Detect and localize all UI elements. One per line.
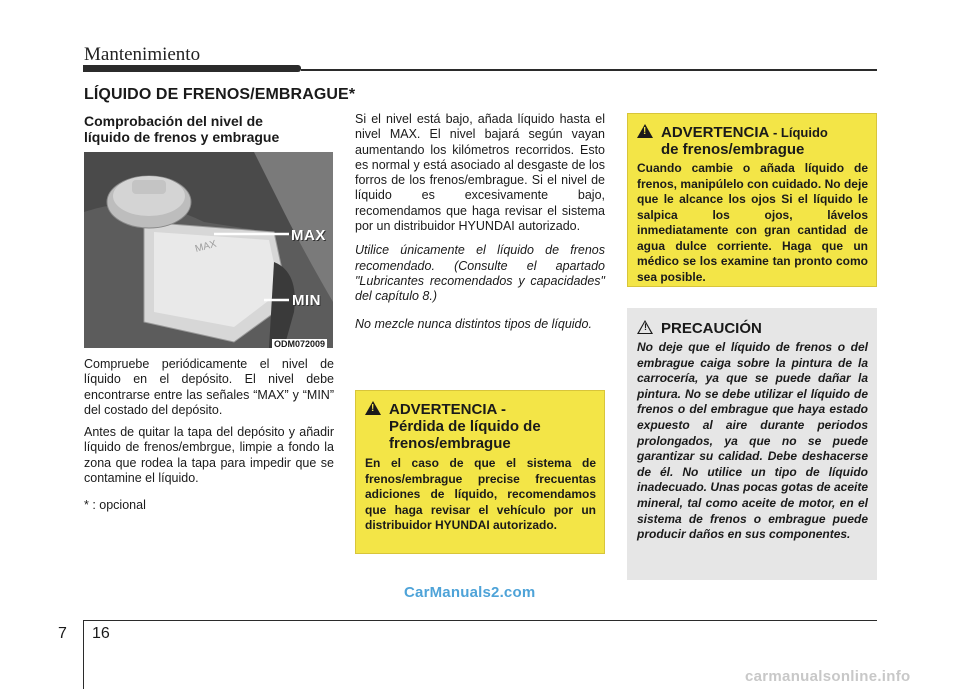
warning-triangle-icon: ! [365,401,381,415]
warning-box-leak-title: ! ADVERTENCIA - Pérdida de líquido de frenos/embrague [365,401,596,452]
warning-triangle-icon: ! [637,124,653,138]
middle-column-text [355,112,605,339]
subsection-heading-line1: Comprobación del nivel de [84,113,263,129]
left-column-text [84,357,334,521]
chapter-number: 7 [58,625,67,642]
watermark-carmanualsonline: carmanualsonline.info [745,668,911,685]
page-number: 16 [92,625,110,642]
header-rule-thin [301,69,877,71]
subsection-heading-line2: líquido de frenos y embrague [84,129,280,145]
paragraph-check-level: Compruebe periódicamente el nivel de líquido en el depósito. El nivel debe encontrarse entre las señales “MAX” y “MIN” del costado del depósito. [84,357,334,417]
chapter-header-title: Mantenimiento [84,44,201,65]
caution-box-body: No deje que el líquido de frenos o del embrague caiga sobre la pintura de la carrocería, ya que se puede dañar la pintura. No se debe utilizar el líquido de frenos o del embrague que haya estado expuesto al aire durante periodos prolongados, ya que no se puede garantizar su calidad. Debe deshacerse de él. No utilice un tipo de líquido inadecuado. Unas pocas gotas de aceite mineral, tal como aceite de motor, en el sistema de frenos o embrague puede producir daños en sus componentes. [637,340,868,542]
warning-box-leak-body: En el caso de que el sistema de frenos/embrague precise frecuentas adiciones de líquido, recomendamos que haga revisar el vehículo por un distribuidor HYUNDAI autorizado. [365,456,596,532]
min-label: MIN [292,292,321,309]
footnote-optional: * : opcional [84,498,146,513]
caution-box [627,308,877,580]
reservoir-photo [84,152,333,348]
figure-caption: ODM072009 [274,339,326,349]
footer-separator [83,620,84,689]
watermark-carmanuals2[interactable]: CarManuals2.com [404,584,536,601]
caution-box-title: ! PRECAUCIÓN [637,320,868,338]
paragraph-no-mix: No mezcle nunca distintos tipos de líquido. [355,316,592,331]
warning-box-leak [355,390,605,554]
section-title: LÍQUIDO DE FRENOS/EMBRAGUE* [84,86,356,103]
warning-box-fluid-body: Cuando cambie o añada líquido de frenos, manipúlelo con cuidado. No deje que le alcance los ojos Si el líquido le salpica los ojos, lávelos inmediatamente con gran cantidad de agua dulce corriente. Haga que un médico se los examine tan pronto como sea posible. [637,161,868,284]
paragraph-recommended-fluid: Utilice únicamente el líquido de frenos recomendado. (Consulte el apartado "Lubricantes recomendados y capacidades" del capítulo 8.) [355,243,605,304]
reservoir-max-mark: MAX [193,238,218,255]
footer-rule [83,620,877,621]
max-label: MAX [291,227,326,244]
header-rule-thick [83,65,301,72]
subsection-heading [84,113,334,145]
reservoir-illustration [84,152,333,348]
warning-box-fluid-title: ! ADVERTENCIA - Líquido de frenos/embrague [637,124,868,158]
warning-box-fluid [627,113,877,287]
paragraph-low-level: Si el nivel está bajo, añada líquido hasta el nivel MAX. El nivel bajará según vayan aumentando los kilómetros recorridos. Esto es normal y está asociado al desgaste de los forros de los frenos/embrague. Si el nivel de líquido es excesivamente bajo, recomendamos que haga revisar el sistema por un distribuidor HYUNDAI autorizado. [355,112,605,234]
caution-triangle-icon: ! [637,320,653,334]
paragraph-clean-cap: Antes de quitar la tapa del depósito y añadir líquido de frenos/embrgue, limpie a fondo la zona que rodea la tapa para impedir que se contamine el líquido. [84,425,334,486]
